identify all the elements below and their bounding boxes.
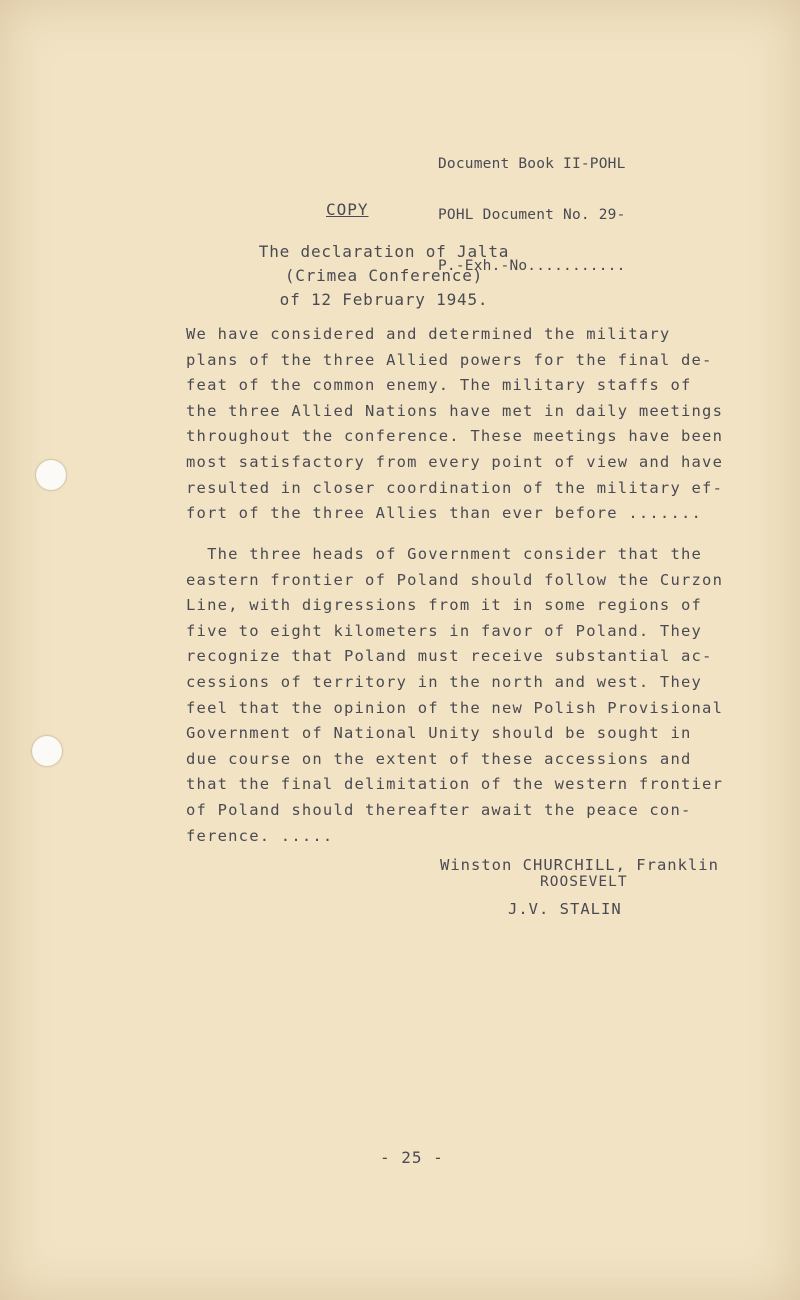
title-line: of 12 February 1945. <box>279 290 489 309</box>
punch-hole <box>36 460 66 490</box>
text-line: the three Allied Nations have met in daily meetings <box>186 401 724 420</box>
title-line: The declaration of Jalta <box>258 242 510 261</box>
text-line: due course on the extent of these accessions and <box>186 749 692 768</box>
text-line: of Poland should thereafter await the peace con- <box>186 800 692 819</box>
reference-line-book: Document Book II-POHL <box>438 156 626 172</box>
text-line: The three heads of Government consider that the <box>186 545 703 563</box>
reference-line-exhibit-no: P.-Exh.-No........... <box>438 258 626 274</box>
document-title <box>244 240 524 312</box>
paragraph-poland-frontier <box>186 542 723 849</box>
text-line: Line, with digressions from it in some regions of <box>186 596 703 615</box>
text-line: feat of the common enemy. The military staffs of <box>186 376 692 395</box>
signature-line-churchill: Winston CHURCHILL, Franklin <box>440 856 719 874</box>
punch-hole <box>32 736 62 766</box>
title-line: (Crimea Conference) <box>284 266 484 285</box>
text-line: cessions of territory in the north and west. They <box>186 672 703 691</box>
page-number: - 25 - <box>380 1148 444 1167</box>
text-line: Government of National Unity should be sought in <box>186 724 692 743</box>
text-line: plans of the three Allied powers for the final de- <box>186 350 713 369</box>
text-line: resulted in closer coordination of the military ef- <box>186 478 724 497</box>
text-line: five to eight kilometers in favor of Poland. They <box>186 621 703 640</box>
paragraph-military <box>186 322 723 527</box>
copy-label: COPY <box>326 200 369 219</box>
text-line: feel that the opinion of the new Polish Provisional <box>186 698 724 717</box>
text-line: throughout the conference. These meetings have been <box>186 427 724 446</box>
signature-line-roosevelt: ROOSEVELT <box>540 874 628 890</box>
text-line: We have considered and determined the military <box>186 325 671 343</box>
reference-line-document-no: POHL Document No. 29- <box>438 207 626 223</box>
text-line: fort of the three Allies than ever before ....... <box>186 504 703 523</box>
text-line: recognize that Poland must receive substantial ac- <box>186 647 713 666</box>
text-line: most satisfactory from every point of view and have <box>186 452 724 471</box>
text-line: ference. ..... <box>186 826 334 845</box>
text-line: eastern frontier of Poland should follow the Curzon <box>186 570 724 589</box>
signature-line-stalin: J.V. STALIN <box>508 900 622 918</box>
text-line: that the final delimitation of the western frontier <box>186 775 724 794</box>
